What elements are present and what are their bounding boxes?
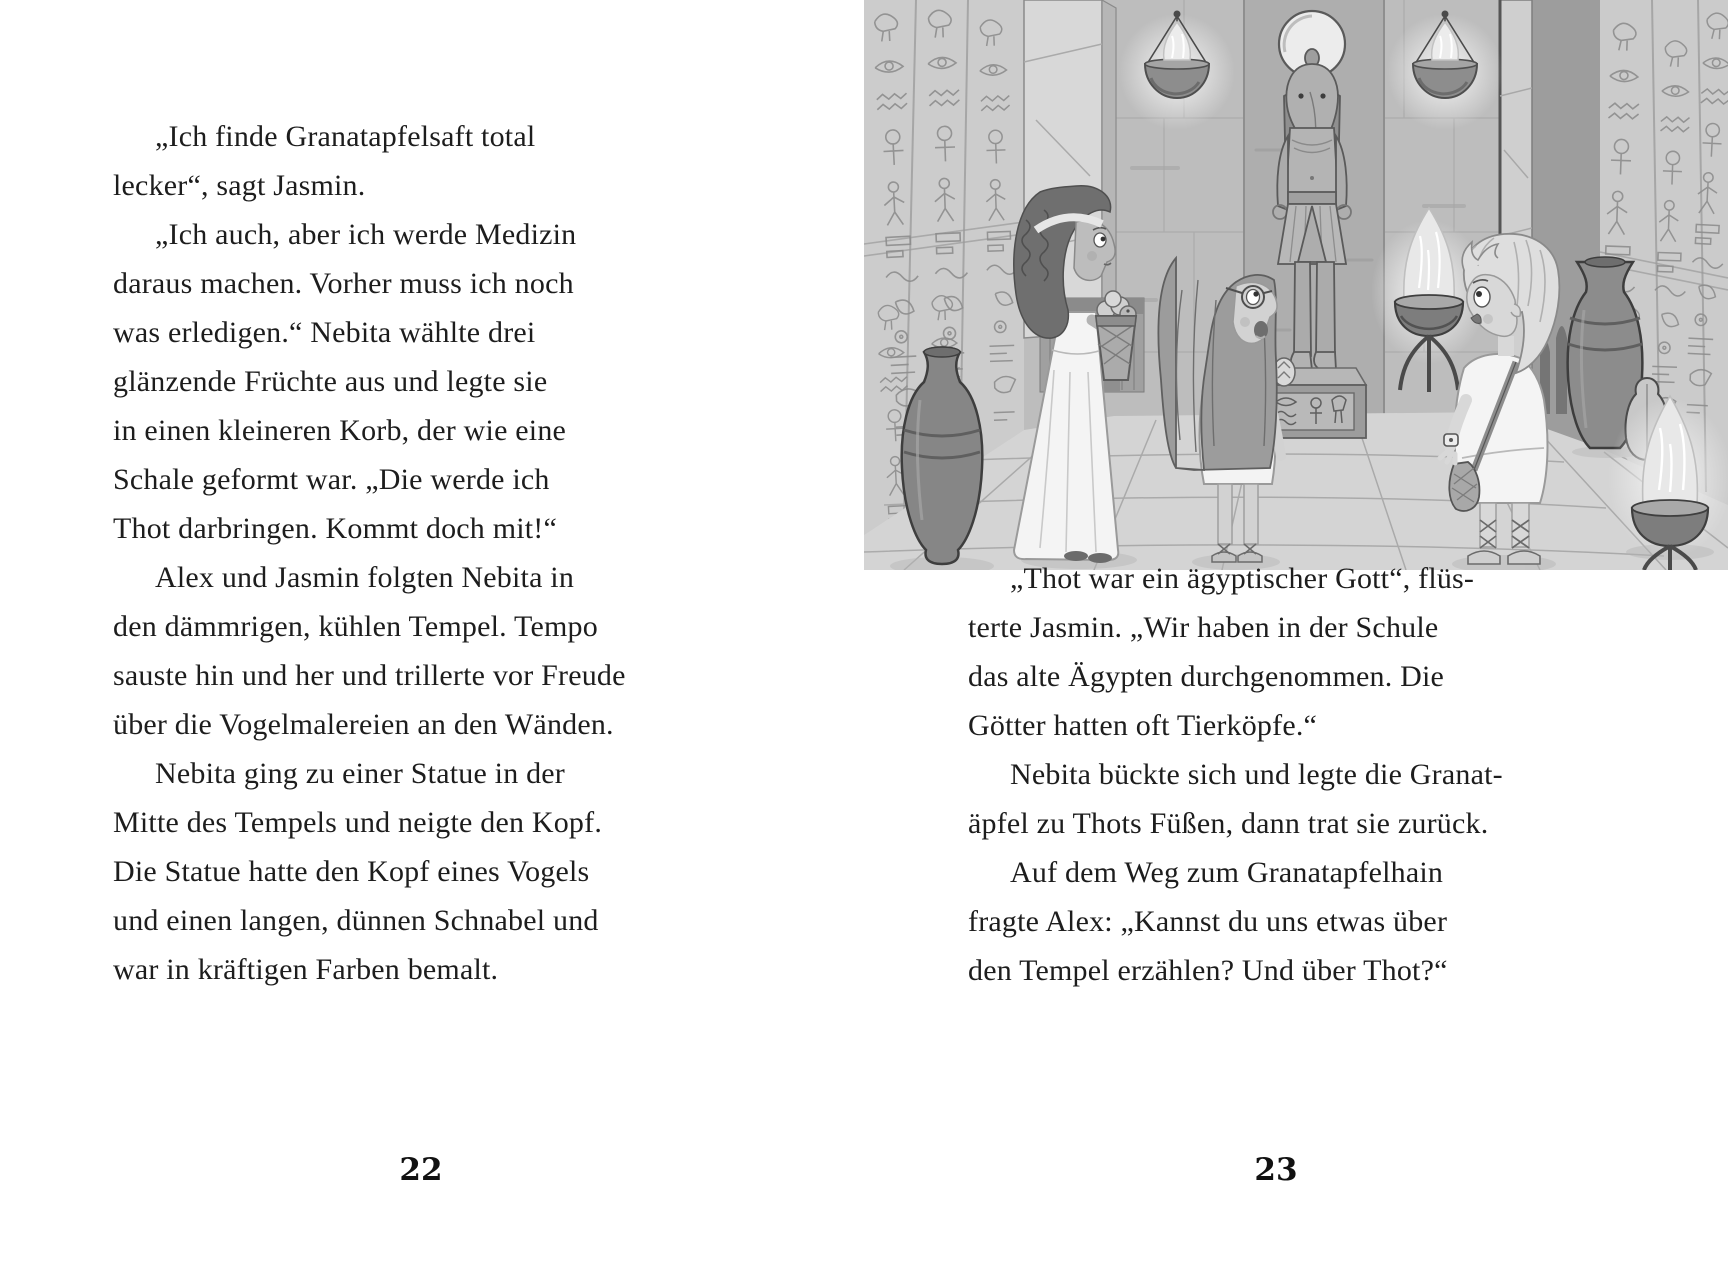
left-page-text [113,112,729,994]
text-line: lecker“, sagt Jasmin. [113,169,366,202]
text-line: Schale geformt war. „Die werde ich [113,463,550,496]
right-page-number: 23 [1254,1152,1298,1188]
shoulder-bag [1449,462,1479,511]
text-line: glänzende Früchte aus und legte sie [113,365,548,398]
text-line: „Thot war ein ägyptischer Gott“, flüs- [1010,562,1475,595]
left-page-number: 22 [399,1152,443,1188]
right-page-text [968,554,1584,995]
text-line: Thot darbringen. Kommt doch mit!“ [113,512,558,545]
text-line: was erledigen.“ Nebita wählte drei [113,316,536,349]
right-page [864,0,1728,1280]
text-line: und einen langen, dünnen Schnabel und [113,904,599,937]
text-line: sauste hin und her und trillerte vor Freude [113,659,626,692]
text-line: den Tempel erzählen? Und über Thot?“ [968,954,1448,987]
text-line: Die Statue hatte den Kopf eines Vogels [113,855,590,888]
text-line: „Ich finde Granatapfelsaft total [155,120,536,153]
text-line: Auf dem Weg zum Granatapfelhain [1010,856,1444,889]
text-line: Mitte des Tempels und neigte den Kopf. [113,806,603,839]
text-line: über die Vogelmalereien an den Wänden. [113,708,614,741]
text-line: das alte Ägypten durchgenommen. Die [968,660,1445,693]
text-line: daraus machen. Vorher muss ich noch [113,267,574,300]
text-line: den dämmrigen, kühlen Tempel. Tempo [113,610,598,643]
text-line: äpfel zu Thots Füßen, dann trat sie zurück. [968,807,1489,840]
text-line: Götter hatten oft Tierköpfe.“ [968,709,1318,742]
text-line: terte Jasmin. „Wir haben in der Schule [968,611,1439,644]
text-line: Alex und Jasmin folgten Nebita in [155,561,575,594]
text-line: Nebita ging zu einer Statue in der [155,757,565,790]
text-line: „Ich auch, aber ich werde Medizin [155,218,577,251]
text-line: fragte Alex: „Kannst du uns etwas über [968,905,1448,938]
text-line: in einen kleineren Korb, der wie eine [113,414,567,447]
text-line: war in kräftigen Farben bemalt. [113,953,499,986]
temple-illustration [864,0,1728,570]
text-line: Nebita bückte sich und legte die Granat- [1010,758,1503,791]
